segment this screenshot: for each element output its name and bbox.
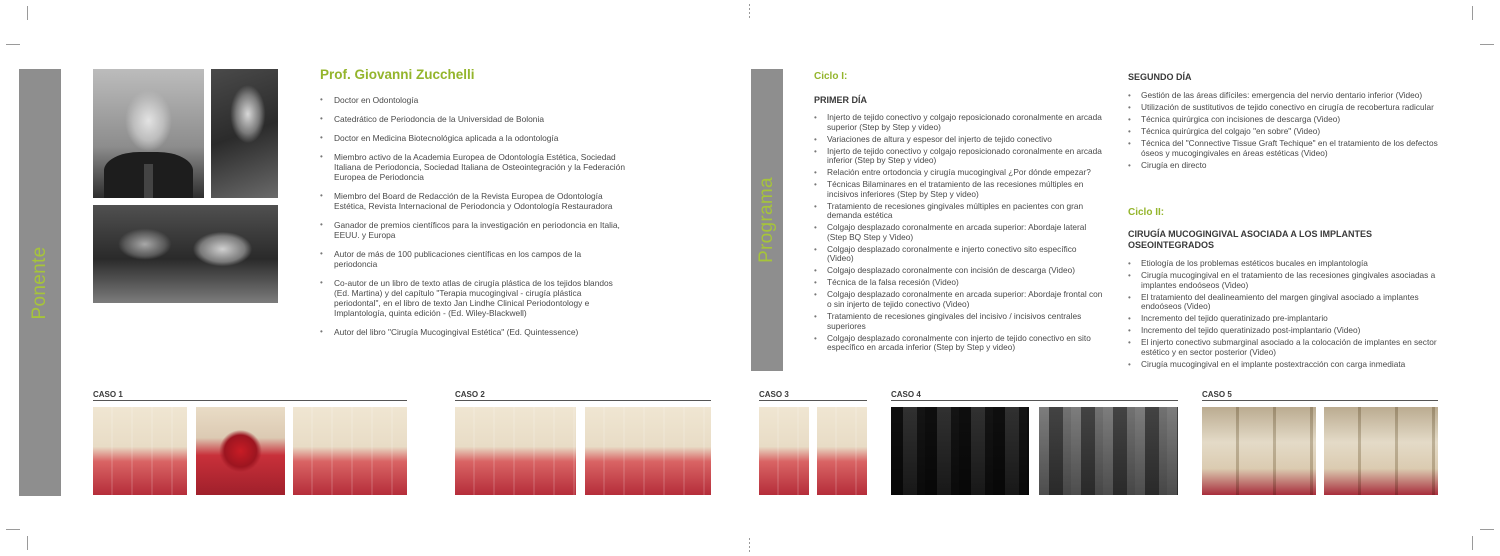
- caso-3-photo-after: [817, 407, 867, 495]
- caso-2-rule: [455, 400, 711, 401]
- program-item: • Colgajo desplazado coronalmente con injerto de tejido conectivo en sito específico en arcada inferior (Step by Step y video): [814, 334, 1104, 353]
- caso-5-photo-before: [1202, 407, 1316, 495]
- caso-1-photo-surgery: [196, 407, 285, 495]
- speaker-portrait: [93, 69, 204, 198]
- crop-mark: [6, 529, 20, 530]
- caso-3-rule: [759, 400, 867, 401]
- programa-sidebar: [751, 69, 783, 371]
- day-2-heading: SEGUNDO DÍA: [1128, 72, 1192, 82]
- caso-5-photo-after: [1324, 407, 1438, 495]
- caso-2-photo-before: [455, 407, 576, 495]
- fold-mark: [749, 538, 750, 552]
- program-item: • Colgajo desplazado coronalmente en arcada superior: Abordaje frontal con o sin injerto de tejido conectivo (Video): [814, 290, 1104, 309]
- program-item: • Tratamiento de recesiones gingivales múltiples en pacientes con gran demanda estética: [814, 202, 1104, 221]
- program-item: • El injerto conectivo submarginal asociado a la colocación de implantes en sector estético y en sector posterior (Video): [1128, 338, 1438, 357]
- crop-mark: [1480, 529, 1494, 530]
- caso-1-photo-after: [293, 407, 407, 495]
- surgery-photo-small: [211, 69, 278, 198]
- caso-3-photo-before: [759, 407, 809, 495]
- program-item: • Cirugía mucogingival en el tratamiento de las recesiones gingivales asociadas a implantes endoóseos (Video): [1128, 271, 1438, 290]
- day-1-heading: PRIMER DÍA: [814, 95, 868, 105]
- ciclo-2-title: CIRUGÍA MUCOGINGIVAL ASOCIADA A LOS IMPLANTES OSEOINTEGRADOS: [1128, 229, 1373, 250]
- ciclo-1-heading: Ciclo I:: [814, 71, 848, 82]
- caso-4-xray-before: [891, 407, 1029, 495]
- crop-mark: [27, 6, 28, 20]
- fold-mark: [749, 4, 750, 18]
- portrait-tie: [144, 164, 153, 198]
- program-item: • Gestión de las áreas difíciles: emergencia del nervio dentario inferior (Video): [1128, 91, 1438, 101]
- surgery-photo-wide: [93, 205, 278, 303]
- program-item: • Utilización de sustitutivos de tejido conectivo en cirugía de recobertura radicular: [1128, 103, 1438, 113]
- program-item: • Colgajo desplazado coronalmente e injerto conectivo sito específico (Video): [814, 245, 1104, 264]
- ciclo-2-list: [1128, 259, 1438, 372]
- programa-label: Programa: [756, 177, 777, 263]
- program-item: • Injerto de tejido conectivo y colgajo reposicionado coronalmente en arcada superior (Step by Step y video): [814, 113, 1104, 132]
- program-item: • Etiología de los problemas estéticos bucales en implantología: [1128, 259, 1438, 269]
- program-item: • Técnica quirúrgica del colgajo "en sobre" (Video): [1128, 127, 1438, 137]
- program-item: • Incremento del tejido queratinizado pre-implantario: [1128, 314, 1438, 324]
- crop-mark: [27, 536, 28, 550]
- bio-item: • Doctor en Medicina Biotecnológica aplicada a la odontología: [320, 133, 625, 143]
- crop-mark: [1472, 536, 1473, 550]
- caso-4-xray-after: [1039, 407, 1178, 495]
- caso-1-photo-before: [93, 407, 187, 495]
- crop-mark: [6, 44, 20, 45]
- caso-2-label: CASO 2: [455, 390, 485, 399]
- program-item: • Técnica del "Connective Tissue Graft Techique" en el tratamiento de los defectos óseos y mucogingivales en áreas estéticas (Video): [1128, 139, 1438, 158]
- ponente-sidebar: [19, 69, 61, 496]
- bio-item: • Miembro activo de la Academia Europea de Odontología Estética, Sociedad Italiana de Periodoncia, Sociedad Italiana de Osteointegración y la Federación Europea de Periodoncia: [320, 152, 625, 182]
- program-item: • Variaciones de altura y espesor del injerto de tejido conectivo: [814, 135, 1104, 145]
- program-item: • Incremento del tejido queratinizado post-implantario (Video): [1128, 326, 1438, 336]
- caso-1-rule: [93, 400, 407, 401]
- speaker-name: Prof. Giovanni Zucchelli: [320, 67, 475, 82]
- bio-item: • Doctor en Odontología: [320, 95, 625, 105]
- program-item: • Tratamiento de recesiones gingivales del incisivo / incisivos centrales superiores: [814, 312, 1104, 331]
- program-item: • Técnica de la falsa recesión (Video): [814, 278, 1104, 288]
- bio-item: • Catedrático de Periodoncia de la Universidad de Bolonia: [320, 114, 625, 124]
- program-item: • Injerto de tejido conectivo y colgajo reposicionado coronalmente en arcada inferior (Step by Step y video): [814, 147, 1104, 166]
- crop-mark: [1472, 6, 1473, 20]
- caso-1-label: CASO 1: [93, 390, 123, 399]
- program-item: • Colgajo desplazado coronalmente con incisión de descarga (Video): [814, 266, 1104, 276]
- program-item: • Técnica quirúrgica con incisiones de descarga (Video): [1128, 115, 1438, 125]
- program-item: • Cirugía en directo: [1128, 161, 1438, 171]
- crop-mark: [1480, 44, 1494, 45]
- bio-item: • Co-autor de un libro de texto atlas de cirugía plástica de los tejidos blandos (Ed. Martina) y del capítulo "Terapia mucogingival - cirugía plástica periodontal", en el libro de texto Jan Lindhe Clinical Periodontology e Implantología, quinta edición - (Ed. Wiley-Blackwell): [320, 278, 625, 318]
- speaker-bio-list: [320, 95, 625, 346]
- caso-4-rule: [891, 400, 1178, 401]
- caso-5-label: CASO 5: [1202, 390, 1232, 399]
- day-2-list: [1128, 91, 1438, 173]
- ciclo-2-heading: Ciclo II:: [1128, 207, 1165, 218]
- program-item: • Cirugía mucogingival en el implante postextracción con carga inmediata: [1128, 360, 1438, 370]
- ponente-label: Ponente: [29, 246, 50, 319]
- program-item: • Colgajo desplazado coronalmente en arcada superior: Abordaje lateral (Step BQ Step y Video): [814, 223, 1104, 242]
- bio-item: • Miembro del Board de Redacción de la Revista Europea de Odontología Estética, Revista Internacional de Periodoncia y Odontología Restauradora: [320, 191, 625, 211]
- bio-item: • Autor de más de 100 publicaciones científicas en los campos de la periodoncia: [320, 249, 625, 269]
- bio-item: • Autor del libro "Cirugía Mucogingival Estética" (Ed. Quintessence): [320, 327, 625, 337]
- caso-3-label: CASO 3: [759, 390, 789, 399]
- caso-4-label: CASO 4: [891, 390, 921, 399]
- program-item: • Relación entre ortodoncia y cirugía mucogingival ¿Por dónde empezar?: [814, 168, 1104, 178]
- program-item: • Técnicas Bilaminares en el tratamiento de las recesiones múltiples en incisivos inferiores (Step by Step y video): [814, 180, 1104, 199]
- bio-item: • Ganador de premios científicos para la investigación en periodoncia en Italia, EEUU. y Europa: [320, 220, 625, 240]
- program-item: • El tratamiento del dealineamiento del margen gingival asociado a implantes endoóseos (Video): [1128, 293, 1438, 312]
- day-1-list: [814, 113, 1104, 355]
- caso-2-photo-after: [585, 407, 711, 495]
- caso-5-rule: [1202, 400, 1438, 401]
